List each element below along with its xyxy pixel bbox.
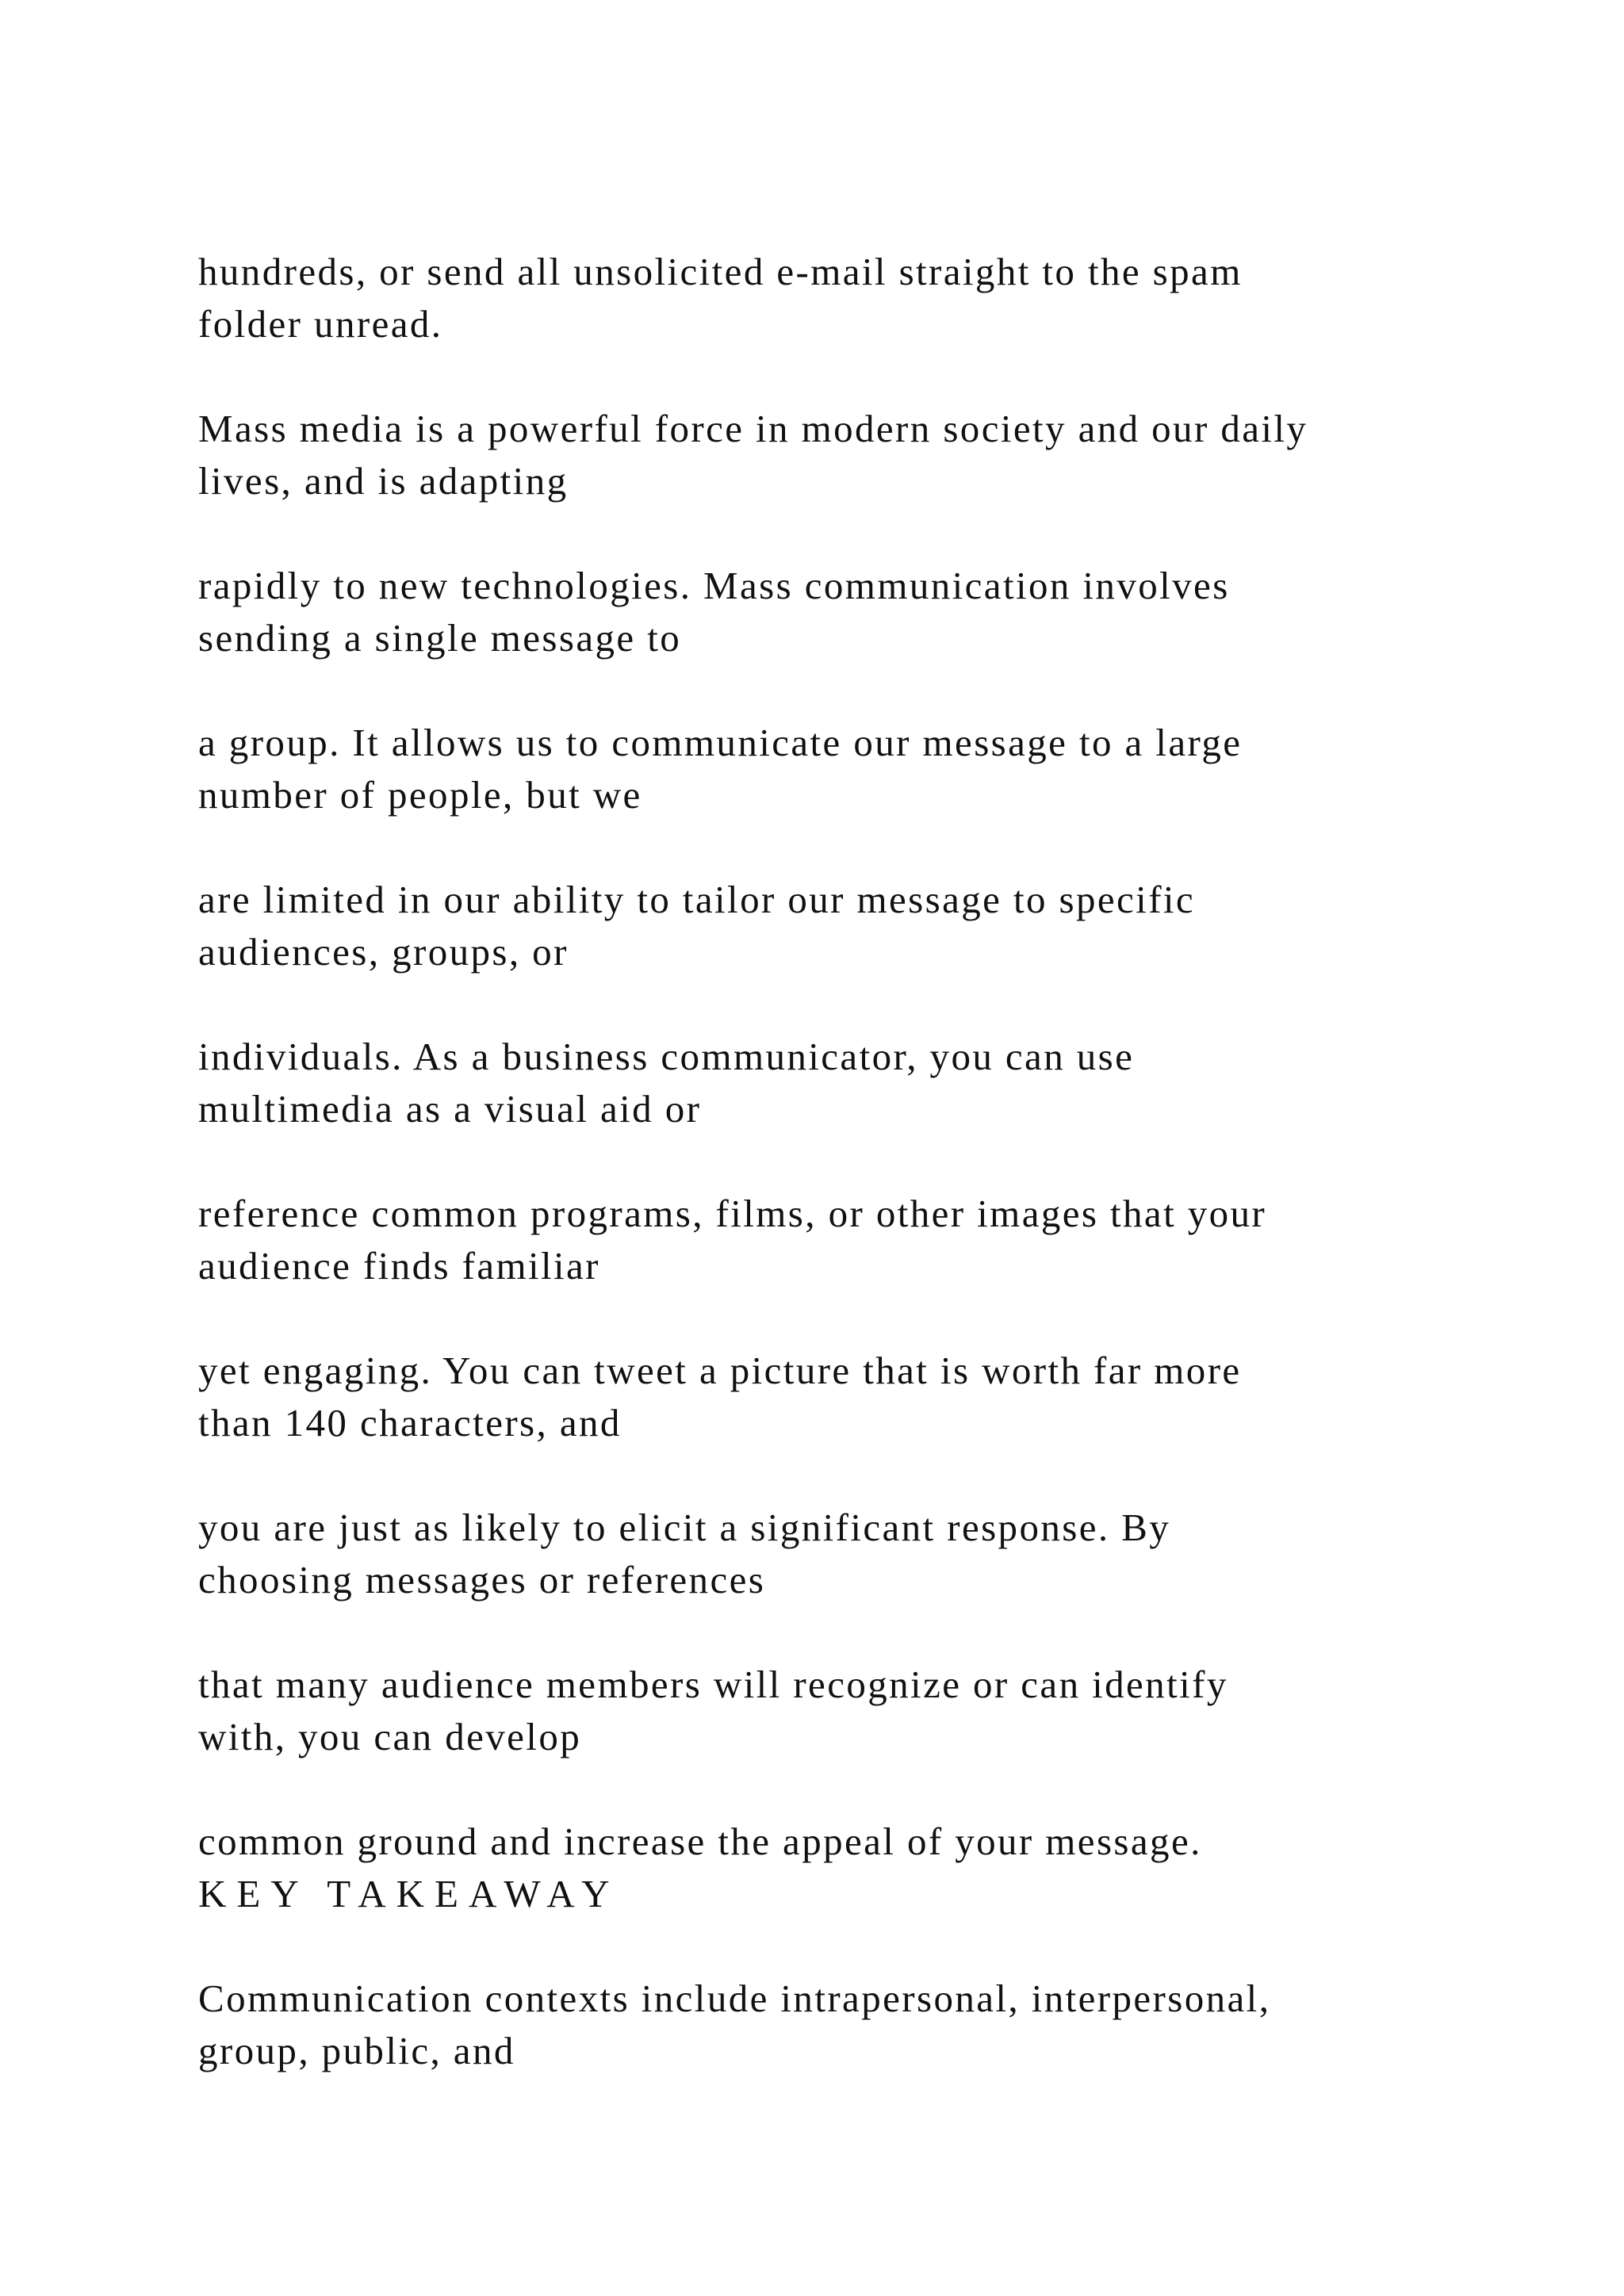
text-line: audience finds familiar <box>198 1244 600 1288</box>
paragraph <box>198 1345 1507 1449</box>
text-line: individuals. As a business communicator, you can use <box>198 1035 1135 1078</box>
text-line: choosing messages or references <box>198 1558 766 1601</box>
paragraph <box>198 1031 1507 1135</box>
paragraph <box>198 1973 1507 2077</box>
text-line: lives, and is adapting <box>198 459 569 503</box>
text-line: with, you can develop <box>198 1715 582 1758</box>
text-line: reference common programs, films, or other images that your <box>198 1192 1267 1235</box>
text-line: yet engaging. You can tweet a picture that is worth far more <box>198 1349 1242 1392</box>
body-text <box>198 246 1507 2130</box>
text-line: that many audience members will recognize or can identify <box>198 1663 1228 1706</box>
text-line: are limited in our ability to tailor our message to specific <box>198 878 1196 921</box>
text-line: you are just as likely to elicit a significant response. By <box>198 1506 1171 1549</box>
paragraph <box>198 1502 1507 1606</box>
text-line: than 140 characters, and <box>198 1401 622 1445</box>
text-line: number of people, but we <box>198 773 642 817</box>
paragraph <box>198 717 1507 821</box>
text-line: Communication contexts include intrapersonal, interpersonal, <box>198 1976 1271 2020</box>
paragraph <box>198 560 1507 664</box>
text-line: group, public, and <box>198 2029 515 2072</box>
paragraph <box>198 874 1507 978</box>
paragraph <box>198 1188 1507 1292</box>
key-takeaway-heading: KEY TAKEAWAY <box>198 1872 620 1915</box>
text-line: audiences, groups, or <box>198 930 569 974</box>
text-line: common ground and increase the appeal of your message. <box>198 1820 1202 1863</box>
text-line: folder unread. <box>198 302 443 346</box>
paragraph <box>198 1659 1507 1763</box>
text-line: multimedia as a visual aid or <box>198 1087 702 1131</box>
paragraph <box>198 403 1507 507</box>
text-line: sending a single message to <box>198 616 682 660</box>
paragraph <box>198 246 1507 350</box>
text-line: a group. It allows us to communicate our message to a large <box>198 721 1243 764</box>
paragraph <box>198 1816 1507 1920</box>
text-line: hundreds, or send all unsolicited e-mail straight to the spam <box>198 250 1243 293</box>
text-line: Mass media is a powerful force in modern society and our daily <box>198 407 1308 450</box>
text-line: rapidly to new technologies. Mass communication involves <box>198 564 1230 607</box>
